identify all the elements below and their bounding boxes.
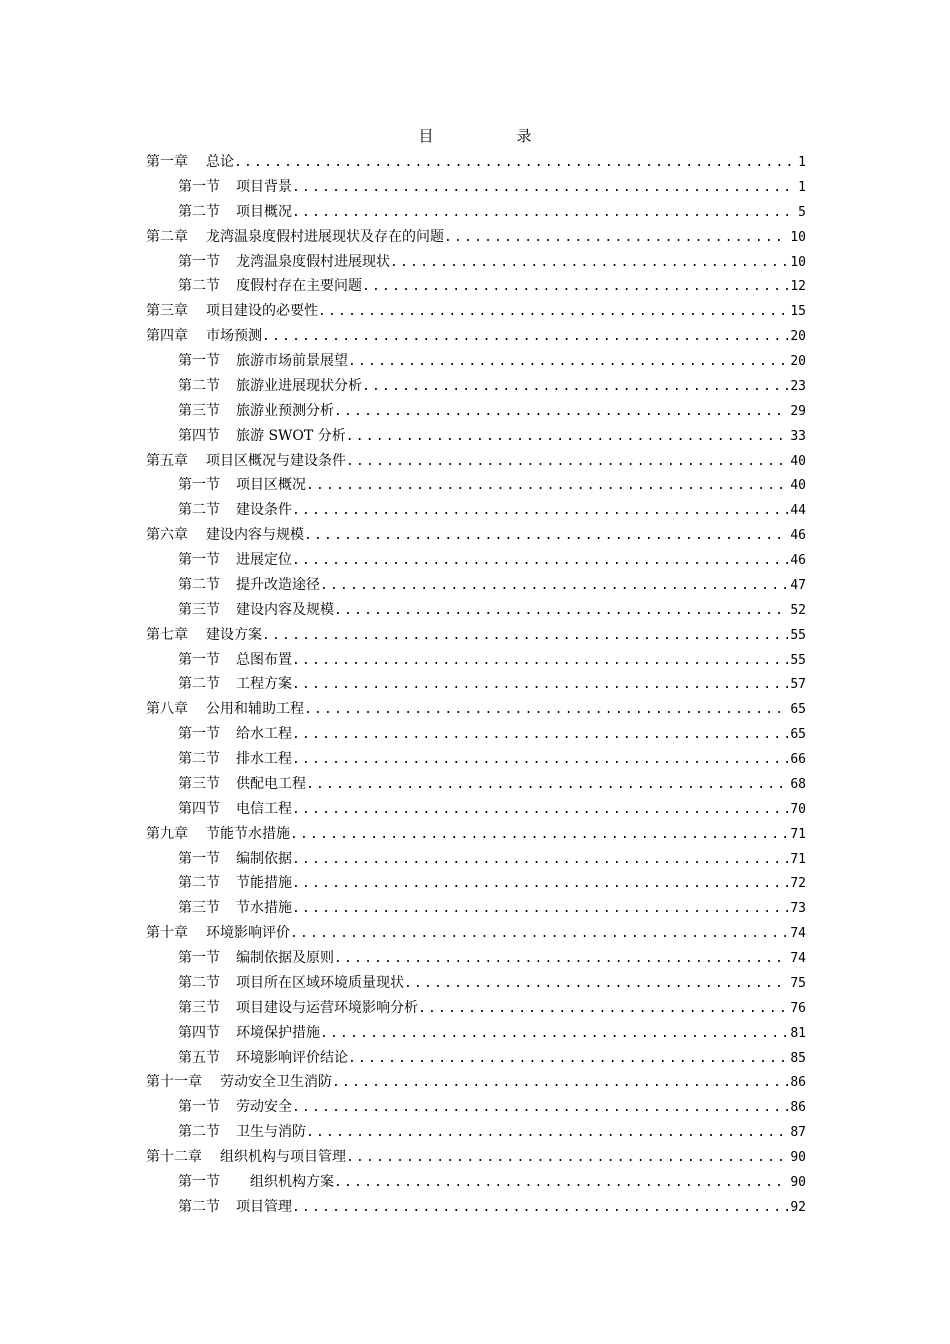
entry-label bbox=[178, 473, 306, 498]
entry-number: 第十二章 bbox=[146, 1149, 202, 1165]
entry-title: 度假村存在主要问题 bbox=[236, 278, 362, 295]
toc-section-entry[interactable] bbox=[146, 1120, 806, 1145]
entry-title: 进展定位 bbox=[236, 552, 292, 568]
entry-number: 第一节 bbox=[178, 477, 220, 494]
entry-title: 劳动安全卫生消防 bbox=[220, 1074, 332, 1091]
entry-label bbox=[178, 498, 292, 523]
entry-page-number: 74 bbox=[790, 926, 806, 942]
entry-page-number: 44 bbox=[790, 503, 806, 519]
entry-page-number: 74 bbox=[790, 951, 806, 966]
entry-title: 劳动安全 bbox=[236, 1099, 292, 1116]
toc-section-entry[interactable] bbox=[146, 847, 806, 872]
entry-title: 项目区概况 bbox=[236, 477, 306, 494]
entry-page-number: 66 bbox=[790, 752, 806, 767]
entry-title: 项目概况 bbox=[236, 203, 292, 220]
entry-number: 第四节 bbox=[178, 800, 220, 817]
entry-page-number: 86 bbox=[790, 1100, 806, 1116]
entry-page-number: 40 bbox=[790, 478, 806, 494]
entry-page-number: 81 bbox=[790, 1025, 806, 1041]
entry-page-number: 68 bbox=[790, 776, 806, 792]
entry-page-number: 20 bbox=[790, 354, 806, 369]
entry-label bbox=[178, 1195, 292, 1220]
toc-chapter-entry[interactable] bbox=[146, 523, 806, 548]
entry-page-number: 92 bbox=[790, 1199, 806, 1215]
entry-page-number: 73 bbox=[790, 901, 806, 917]
entry-title: 编制依据及原则 bbox=[236, 950, 334, 966]
entry-page-number: 47 bbox=[790, 577, 806, 593]
dot-leader bbox=[320, 1022, 788, 1046]
toc-section-entry[interactable] bbox=[146, 548, 806, 573]
entry-page-number: 10 bbox=[790, 254, 806, 270]
entry-number: 第三节 bbox=[178, 775, 220, 792]
dot-leader bbox=[346, 425, 789, 449]
dot-leader bbox=[262, 624, 788, 648]
dot-leader bbox=[290, 823, 788, 847]
entry-label bbox=[178, 847, 292, 872]
entry-page-number: 86 bbox=[790, 1075, 806, 1091]
entry-label bbox=[178, 747, 292, 772]
entry-label bbox=[178, 871, 292, 896]
dot-leader bbox=[334, 400, 788, 424]
entry-label bbox=[178, 672, 292, 697]
dot-leader bbox=[362, 275, 788, 299]
toc-section-entry[interactable] bbox=[146, 598, 806, 623]
entry-title: 总图布置 bbox=[236, 651, 292, 668]
entry-number: 第三章 bbox=[146, 303, 188, 320]
toc-section-entry[interactable] bbox=[146, 250, 806, 275]
dot-leader bbox=[292, 176, 796, 200]
entry-label bbox=[178, 1120, 306, 1145]
entry-label bbox=[178, 548, 292, 573]
toc-section-entry[interactable] bbox=[146, 1095, 806, 1120]
entry-page-number: 90 bbox=[790, 1174, 806, 1190]
entry-label bbox=[178, 424, 346, 449]
entry-title: 公用和辅助工程 bbox=[206, 701, 304, 718]
dot-leader bbox=[304, 698, 788, 722]
toc-section-entry[interactable] bbox=[146, 175, 806, 200]
toc-section-entry[interactable] bbox=[146, 871, 806, 896]
entry-title: 旅游业进展现状分析 bbox=[236, 377, 362, 394]
entry-page-number: 90 bbox=[790, 1150, 806, 1165]
toc-section-entry[interactable] bbox=[146, 424, 806, 449]
dot-leader bbox=[318, 300, 788, 324]
toc-chapter-entry[interactable] bbox=[146, 449, 806, 474]
toc-chapter-entry[interactable] bbox=[146, 1070, 806, 1095]
toc-section-entry[interactable] bbox=[146, 473, 806, 498]
entry-label bbox=[178, 1021, 320, 1046]
entry-number: 第二节 bbox=[178, 875, 220, 892]
entry-page-number: 75 bbox=[790, 975, 806, 991]
entry-title: 环境影响评价结论 bbox=[236, 1049, 348, 1066]
entry-page-number: 65 bbox=[790, 702, 806, 718]
entry-page-number: 33 bbox=[790, 428, 806, 444]
dot-leader bbox=[346, 1146, 788, 1170]
entry-page-number: 15 bbox=[790, 304, 806, 320]
dot-leader bbox=[332, 1071, 788, 1095]
entry-page-number: 1 bbox=[798, 179, 806, 195]
entry-page-number: 72 bbox=[790, 876, 806, 892]
dot-leader bbox=[306, 1121, 788, 1145]
toc-section-entry[interactable] bbox=[146, 672, 806, 697]
dot-leader bbox=[306, 474, 788, 498]
entry-page-number: 5 bbox=[798, 204, 806, 220]
toc-section-entry[interactable] bbox=[146, 1046, 806, 1071]
toc-section-entry[interactable] bbox=[146, 722, 806, 747]
entry-title: 龙湾温泉度假村进展现状 bbox=[236, 253, 390, 270]
entry-label bbox=[178, 175, 292, 200]
toc-chapter-entry[interactable] bbox=[146, 697, 806, 722]
toc-section-entry[interactable] bbox=[146, 1021, 806, 1046]
dot-leader bbox=[292, 748, 788, 772]
entry-page-number: 76 bbox=[790, 1000, 806, 1016]
toc-title: 目 录 bbox=[418, 127, 566, 145]
entry-number: 第三节 bbox=[178, 601, 220, 618]
entry-number: 第一节 bbox=[178, 1173, 220, 1190]
entry-number: 第四节 bbox=[178, 427, 220, 444]
toc-section-entry[interactable] bbox=[146, 573, 806, 598]
entry-page-number: 10 bbox=[790, 229, 806, 245]
entry-title: 项目建设与运营环境影响分析 bbox=[236, 999, 418, 1016]
dot-leader bbox=[292, 499, 788, 523]
entry-title: 给水工程 bbox=[236, 726, 292, 743]
entry-title: 建设内容与规模 bbox=[206, 527, 304, 544]
entry-title: 节能节水措施 bbox=[206, 825, 290, 842]
entry-number: 第二节 bbox=[178, 974, 220, 991]
entry-label bbox=[178, 648, 292, 673]
entry-number: 第二章 bbox=[146, 228, 188, 245]
entry-title: 项目所在区域环境质量现状 bbox=[236, 974, 404, 991]
entry-page-number: 20 bbox=[790, 329, 806, 345]
entry-label bbox=[178, 374, 362, 399]
dot-leader bbox=[234, 151, 796, 175]
dot-leader bbox=[390, 251, 788, 275]
entry-title: 节能措施 bbox=[236, 875, 292, 892]
entry-label bbox=[146, 697, 304, 722]
dot-leader bbox=[334, 1171, 788, 1195]
entry-number: 第二节 bbox=[178, 377, 220, 394]
dot-leader bbox=[320, 574, 788, 598]
dot-leader bbox=[404, 972, 788, 996]
entry-label bbox=[146, 449, 346, 474]
entry-number: 第一节 bbox=[178, 950, 220, 966]
entry-title: 提升改造途径 bbox=[236, 576, 320, 593]
entry-label bbox=[178, 1170, 334, 1195]
toc-chapter-entry[interactable] bbox=[146, 822, 806, 847]
entry-number: 第四节 bbox=[178, 1024, 220, 1041]
entry-label bbox=[178, 722, 292, 747]
entry-title: 供配电工程 bbox=[236, 775, 306, 792]
entry-number: 第八章 bbox=[146, 701, 188, 718]
toc-section-entry[interactable] bbox=[146, 747, 806, 772]
dot-leader bbox=[292, 549, 788, 573]
entry-number: 第七章 bbox=[146, 626, 188, 643]
entry-label bbox=[178, 946, 334, 971]
toc-section-entry[interactable] bbox=[146, 349, 806, 374]
entry-page-number: 55 bbox=[790, 652, 806, 668]
dot-leader bbox=[346, 450, 788, 474]
entry-title: 项目建设的必要性 bbox=[206, 303, 318, 320]
toc-section-entry[interactable] bbox=[146, 772, 806, 797]
entry-title: 环境保护措施 bbox=[236, 1024, 320, 1041]
toc-section-entry[interactable] bbox=[146, 274, 806, 299]
toc-section-entry[interactable] bbox=[146, 946, 806, 971]
entry-label bbox=[178, 797, 292, 822]
entry-page-number: 55 bbox=[790, 627, 806, 643]
entry-label bbox=[178, 598, 334, 623]
table-of-contents bbox=[146, 150, 806, 1220]
entry-number: 第五章 bbox=[146, 452, 188, 469]
dot-leader bbox=[362, 375, 788, 399]
entry-number: 第九章 bbox=[146, 825, 188, 842]
toc-section-entry[interactable] bbox=[146, 200, 806, 225]
entry-page-number: 29 bbox=[790, 403, 806, 419]
dot-leader bbox=[292, 1196, 788, 1220]
dot-leader bbox=[292, 872, 788, 896]
entry-label bbox=[146, 623, 262, 648]
entry-label bbox=[146, 324, 262, 349]
entry-label bbox=[146, 1145, 346, 1170]
entry-number: 第一节 bbox=[178, 353, 220, 369]
entry-page-number: 46 bbox=[790, 528, 806, 544]
entry-title: 电信工程 bbox=[236, 800, 292, 817]
entry-title: 龙湾温泉度假村进展现状及存在的问题 bbox=[206, 228, 444, 245]
entry-number: 第三节 bbox=[178, 402, 220, 419]
dot-leader bbox=[292, 673, 788, 697]
entry-label bbox=[178, 896, 292, 921]
entry-number: 第四章 bbox=[146, 328, 188, 345]
entry-page-number: 65 bbox=[790, 727, 806, 743]
dot-leader bbox=[292, 649, 788, 673]
dot-leader bbox=[292, 723, 788, 747]
toc-chapter-entry[interactable] bbox=[146, 150, 806, 175]
dot-leader bbox=[306, 773, 788, 797]
entry-number: 第六章 bbox=[146, 527, 188, 544]
entry-number: 第一章 bbox=[146, 154, 188, 170]
toc-chapter-entry[interactable] bbox=[146, 1145, 806, 1170]
entry-title: 节水措施 bbox=[236, 900, 292, 917]
entry-title: 建设方案 bbox=[206, 626, 262, 643]
toc-section-entry[interactable] bbox=[146, 797, 806, 822]
entry-number: 第二节 bbox=[178, 576, 220, 593]
dot-leader bbox=[292, 1096, 788, 1120]
entry-label bbox=[178, 1095, 292, 1120]
entry-label bbox=[146, 299, 318, 324]
entry-page-number: 12 bbox=[790, 279, 806, 295]
toc-section-entry[interactable] bbox=[146, 374, 806, 399]
toc-chapter-entry[interactable] bbox=[146, 324, 806, 349]
entry-page-number: 87 bbox=[790, 1125, 806, 1141]
dot-leader bbox=[444, 226, 788, 250]
entry-number: 第二节 bbox=[178, 278, 220, 295]
dot-leader bbox=[418, 997, 788, 1021]
entry-page-number: 23 bbox=[790, 378, 806, 394]
toc-section-entry[interactable] bbox=[146, 996, 806, 1021]
entry-page-number: 71 bbox=[790, 826, 806, 842]
toc-section-entry[interactable] bbox=[146, 399, 806, 424]
entry-label bbox=[178, 772, 306, 797]
entry-title: 工程方案 bbox=[236, 676, 292, 693]
entry-label bbox=[178, 1046, 348, 1071]
dot-leader bbox=[292, 897, 788, 921]
entry-title: 旅游 SWOT 分析 bbox=[236, 427, 346, 444]
entry-label bbox=[146, 225, 444, 250]
toc-section-entry[interactable] bbox=[146, 1170, 806, 1195]
dot-leader bbox=[292, 201, 796, 225]
entry-label bbox=[146, 523, 304, 548]
toc-chapter-entry[interactable] bbox=[146, 921, 806, 946]
entry-number: 第一节 bbox=[178, 552, 220, 568]
entry-number: 第三节 bbox=[178, 900, 220, 917]
dot-leader bbox=[292, 848, 788, 872]
entry-number: 第一节 bbox=[178, 1099, 220, 1116]
toc-chapter-entry[interactable] bbox=[146, 225, 806, 250]
toc-chapter-entry[interactable] bbox=[146, 623, 806, 648]
entry-number: 第二节 bbox=[178, 676, 220, 693]
entry-label bbox=[178, 399, 334, 424]
entry-page-number: 40 bbox=[790, 453, 806, 469]
entry-number: 第二节 bbox=[178, 1198, 220, 1215]
entry-number: 第二节 bbox=[178, 203, 220, 220]
entry-label bbox=[146, 1070, 332, 1095]
entry-page-number: 1 bbox=[798, 155, 806, 170]
entry-page-number: 85 bbox=[790, 1050, 806, 1066]
toc-section-entry[interactable] bbox=[146, 648, 806, 673]
entry-title: 建设内容及规模 bbox=[236, 601, 334, 618]
entry-title: 编制依据 bbox=[236, 850, 292, 867]
entry-title: 项目区概况与建设条件 bbox=[206, 452, 346, 469]
entry-title: 组织机构与项目管理 bbox=[220, 1149, 346, 1165]
dot-leader bbox=[304, 524, 788, 548]
entry-page-number: 57 bbox=[790, 677, 806, 693]
entry-page-number: 71 bbox=[790, 851, 806, 867]
entry-label bbox=[178, 971, 404, 996]
entry-label bbox=[178, 200, 292, 225]
entry-label bbox=[146, 921, 290, 946]
entry-title: 旅游业预测分析 bbox=[236, 402, 334, 419]
entry-label bbox=[178, 274, 362, 299]
entry-number: 第十一章 bbox=[146, 1074, 202, 1091]
dot-leader bbox=[348, 1047, 788, 1071]
entry-number: 第一节 bbox=[178, 651, 220, 668]
entry-title: 项目管理 bbox=[236, 1198, 292, 1215]
dot-leader bbox=[334, 947, 788, 971]
dot-leader bbox=[262, 325, 788, 349]
dot-leader bbox=[334, 599, 788, 623]
toc-section-entry[interactable] bbox=[146, 971, 806, 996]
entry-number: 第一节 bbox=[178, 850, 220, 867]
entry-label bbox=[178, 349, 348, 374]
entry-number: 第十章 bbox=[146, 925, 188, 942]
entry-page-number: 70 bbox=[790, 801, 806, 817]
entry-page-number: 46 bbox=[790, 553, 806, 568]
entry-label bbox=[146, 822, 290, 847]
entry-title: 总论 bbox=[206, 154, 234, 170]
toc-section-entry[interactable] bbox=[146, 896, 806, 921]
entry-number: 第一节 bbox=[178, 726, 220, 743]
entry-number: 第二节 bbox=[178, 1124, 220, 1141]
entry-page-number: 52 bbox=[790, 602, 806, 618]
entry-title: 组织机构方案 bbox=[236, 1173, 334, 1190]
entry-number: 第二节 bbox=[178, 751, 220, 767]
entry-title: 建设条件 bbox=[236, 502, 292, 519]
entry-number: 第五节 bbox=[178, 1049, 220, 1066]
entry-number: 第三节 bbox=[178, 999, 220, 1016]
entry-label bbox=[146, 150, 234, 175]
dot-leader bbox=[292, 798, 788, 822]
entry-title: 排水工程 bbox=[236, 751, 292, 767]
toc-section-entry[interactable] bbox=[146, 498, 806, 523]
entry-title: 市场预测 bbox=[206, 328, 262, 345]
entry-label bbox=[178, 573, 320, 598]
toc-section-entry[interactable] bbox=[146, 1195, 806, 1220]
entry-title: 卫生与消防 bbox=[236, 1124, 306, 1141]
dot-leader bbox=[348, 350, 788, 374]
entry-title: 项目背景 bbox=[236, 178, 292, 195]
entry-label bbox=[178, 250, 390, 275]
entry-number: 第一节 bbox=[178, 253, 220, 270]
entry-number: 第二节 bbox=[178, 502, 220, 519]
entry-title: 环境影响评价 bbox=[206, 925, 290, 942]
toc-chapter-entry[interactable] bbox=[146, 299, 806, 324]
dot-leader bbox=[290, 922, 788, 946]
entry-title: 旅游市场前景展望 bbox=[236, 353, 348, 369]
entry-number: 第一节 bbox=[178, 178, 220, 195]
entry-label bbox=[178, 996, 418, 1021]
